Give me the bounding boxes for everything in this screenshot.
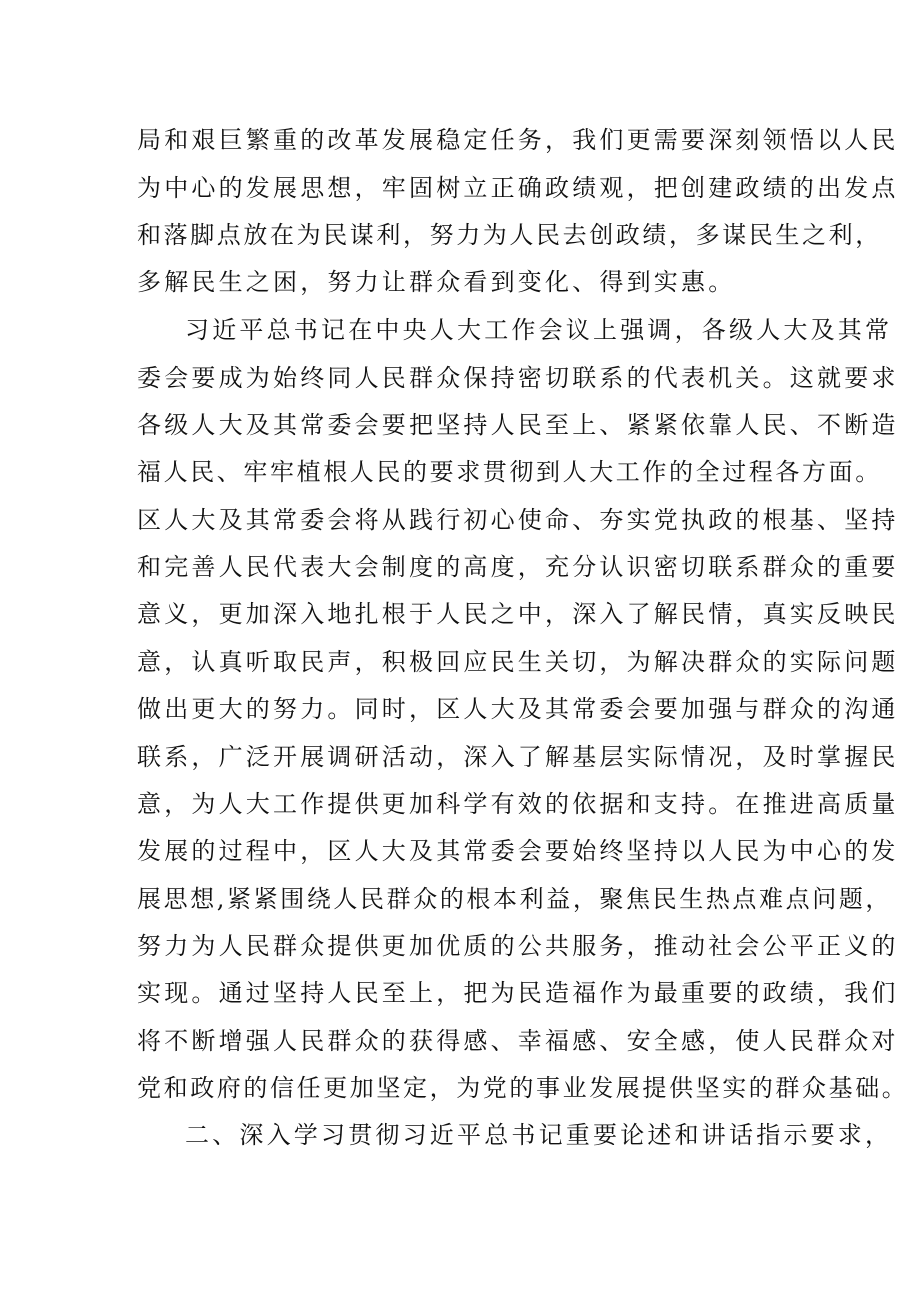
text-line-15: 意，为人大工作提供更加科学有效的依据和支持。在推进高质量 bbox=[137, 790, 899, 818]
text-line-18: 努力为人民群众提供更加优质的公共服务，推动社会公平正义的 bbox=[137, 932, 899, 960]
text-line-14: 联系，广泛开展调研活动，深入了解基层实际情况，及时掌握民 bbox=[137, 743, 899, 771]
text-line-8: 福人民、牢牢植根人民的要求贯彻到人大工作的全过程各方面。 bbox=[137, 458, 882, 486]
text-line-21: 党和政府的信任更加坚定，为党的事业发展提供坚实的群众基础。 bbox=[137, 1074, 909, 1102]
text-line-19: 实现。通过坚持人民至上，把为民造福作为最重要的政绩，我们 bbox=[137, 979, 899, 1007]
text-line-10: 和完善人民代表大会制度的高度，充分认识密切联系群众的重要 bbox=[137, 553, 899, 581]
text-line-6: 委会要成为始终同人民群众保持密切联系的代表机关。这就要求 bbox=[137, 364, 899, 392]
text-line-9: 区人大及其常委会将从践行初心使命、夯实党执政的根基、坚持 bbox=[137, 506, 899, 534]
text-line-16: 发展的过程中，区人大及其常委会要始终坚持以人民为中心的发 bbox=[137, 837, 899, 865]
text-line-2: 为中心的发展思想，牢固树立正确政绩观，把创建政绩的出发点 bbox=[137, 174, 899, 202]
text-line-17: 展思想,紧紧围绕人民群众的根本利益，聚焦民生热点难点问题， bbox=[137, 885, 893, 913]
text-line-13: 做出更大的努力。同时，区人大及其常委会要加强与群众的沟通 bbox=[137, 695, 899, 723]
section-heading: 二、深入学习贯彻习近平总书记重要论述和讲话指示要求， bbox=[185, 1121, 893, 1149]
text-line-7: 各级人大及其常委会要把坚持人民至上、紧紧依靠人民、不断造 bbox=[137, 411, 899, 439]
text-line-1: 局和艰巨繁重的改革发展稳定任务，我们更需要深刻领悟以人民 bbox=[137, 126, 899, 154]
text-line-3: 和落脚点放在为民谋利，努力为人民去创政绩，多谋民生之利， bbox=[137, 221, 882, 249]
paragraph-start-line: 习近平总书记在中央人大工作会议上强调，各级人大及其常 bbox=[185, 316, 893, 344]
text-line-4: 多解民生之困，努力让群众看到变化、得到实惠。 bbox=[137, 268, 736, 296]
text-line-20: 将不断增强人民群众的获得感、幸福感、安全感，使人民群众对 bbox=[137, 1027, 899, 1055]
text-line-12: 意，认真听取民声，积极回应民生关切，为解决群众的实际问题 bbox=[137, 648, 899, 676]
text-line-11: 意义，更加深入地扎根于人民之中，深入了解民情，真实反映民 bbox=[137, 600, 899, 628]
